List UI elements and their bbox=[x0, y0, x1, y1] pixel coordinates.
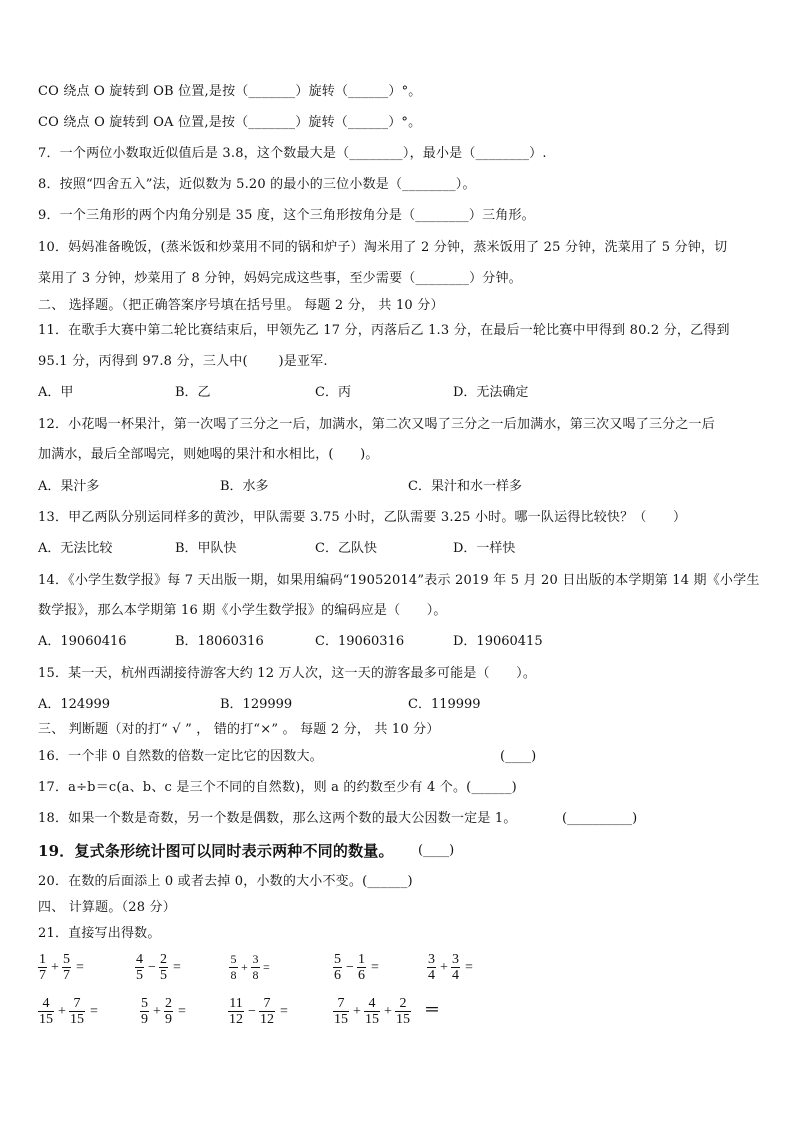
option-d: D．一样快 bbox=[453, 541, 516, 556]
option-d: D．19060415 bbox=[453, 634, 543, 649]
question-8: 8．按照“四舍五入”法，近似数为 5.20 的最小的三位小数是（________）。 bbox=[38, 177, 476, 192]
question-7: 7．一个两位小数取近似值后是 3.8，这个数最大是（________），最小是（________）. bbox=[38, 146, 547, 161]
question-11-line-2: 95.1 分，丙得到 97.8 分，三人中( )是亚军. bbox=[38, 354, 328, 369]
option-c: C．乙队快 bbox=[315, 541, 377, 556]
option-b: B．18060316 bbox=[175, 634, 264, 649]
option-d: D．无法确定 bbox=[453, 385, 529, 400]
option-a: A．果汁多 bbox=[38, 479, 100, 494]
option-a: A．19060416 bbox=[38, 634, 127, 649]
question-14-line-1: 14．《小学生数学报》每 7 天出版一期，如果用编码“19052014”表示 2019 年 5 月 20 日出版的本学期第 14 期《小学生 bbox=[38, 573, 760, 588]
question-14-line-2: 数学报》，那么本学期第 16 期《小学生数学报》的编码应是（ ）。 bbox=[38, 603, 447, 618]
question-9: 9．一个三角形的两个内角分别是 35 度，这个三角形按角分是（________）三角形。 bbox=[38, 208, 535, 223]
option-b: B．水多 bbox=[220, 479, 269, 494]
question-line: CO 绕点 O 旋转到 OA 位置,是按（_______）旋转（______）°。 bbox=[38, 115, 422, 130]
question-12-line-1: 12．小花喝一杯果汁，第一次喝了三分之一后，加满水，第二次又喝了三分之一后加满水，第三次又喝了三分之一后 bbox=[38, 417, 715, 432]
question-12-line-2: 加满水，最后全部喝完，则她喝的果汁和水相比，( )。 bbox=[38, 447, 379, 462]
section-3-heading: 三、 判断题（对的打“ √ ” ， 错的打“×” 。 每题 2 分， 共 10 分） bbox=[38, 722, 440, 737]
option-b: B．129999 bbox=[220, 697, 293, 712]
option-c: C．119999 bbox=[408, 697, 481, 712]
question-10-line-1: 10．妈妈准备晚饭，(蒸米饭和炒菜用不同的锅和炉子）淘米用了 2 分钟，蒸米饭用了 25 分钟，洗菜用了 5 分钟，切 bbox=[38, 240, 728, 255]
answer-bracket: (__________) bbox=[562, 811, 638, 826]
question-18: 18．如果一个数是奇数，另一个数是偶数，那么这两个数的最大公因数一定是 1。 bbox=[38, 811, 517, 826]
option-a: A．124999 bbox=[38, 697, 111, 712]
question-10-line-2: 菜用了 3 分钟，炒菜用了 8 分钟，妈妈完成这些事，至少需要（________）分钟。 bbox=[38, 271, 522, 286]
question-13: 13．甲乙两队分别运同样多的黄沙，甲队需要 3.75 小时，乙队需要 3.25 小时。哪一队运得比较快？（ ） bbox=[38, 510, 687, 525]
option-c: C．果汁和水一样多 bbox=[408, 479, 522, 494]
option-c: C．19060316 bbox=[315, 634, 405, 649]
question-21: 21．直接写出得数。 bbox=[38, 926, 161, 941]
question-20: 20．在数的后面添上 0 或者去掉 0，小数的大小不变。(______) bbox=[38, 874, 413, 889]
question-11-line-1: 11．在歌手大赛中第二轮比赛结束后，甲领先乙 17 分，丙落后乙 1.3 分，在最后一轮比赛中甲得到 80.2 分，乙得到 bbox=[38, 323, 730, 338]
question-line: CO 绕点 O 旋转到 OB 位置,是按（_______）旋转（______）°。 bbox=[38, 84, 422, 99]
section-2-heading: 二、 选择题。（把正确答案序号填在括号里。 每题 2 分， 共 10 分） bbox=[38, 298, 444, 313]
section-4-heading: 四、 计算题。（28 分） bbox=[38, 900, 176, 915]
option-c: C．丙 bbox=[315, 385, 351, 400]
worksheet-page: CO 绕点 O 旋转到 OB 位置,是按（_______）旋转（______）°。 CO 绕点 O 旋转到 OA 位置,是按（_______）旋转（______）°。 7．一个两位小数取近似值后是 3.8，这个数最大是（________），最小是（________）. 8．按照“四舍五入”法，近似数为 5.20 的最小的三位小数是（________）。 9．一个三角形的两个内角分别是 35 度，这个三角形按角分是（________）三角形。 10．妈妈准备晚饭，(蒸米饭和炒菜用不同的锅和炉子）淘米用了 2 分钟，蒸米饭用了 25 分钟，洗菜用了 5 分钟，切 菜用了 3 分钟，炒菜用了 8 分钟，妈妈完成这些事，至少需要（________）分钟。 二、 选择题。（把正确答案序号填在括号里。 每题 2 分， 共 10 分） 11．在歌手大赛中第二轮比赛结束后，甲领先乙 17 分，丙落后乙 1.3 分，在最后一轮比赛中甲得到 80.2 分，乙得到 95.1 分，丙得到 97.8 分，三人中( )是亚军. A．甲 B．乙 C．丙 D．无法确定 12．小花喝一杯果汁，第一次喝了三分之一后，加满水，第二次又喝了三分之一后加满水，第三次又喝了三分之一后 加满水，最后全部喝完，则她喝的果汁和水相比，( )。 A．果汁多 B．水多 C．果汁和水一样多 13．甲乙两队分别运同样多的黄沙，甲队需要 3.75 小时，乙队需要 3.25 小时。哪一队运得比较快？（ ） A．无法比较 B．甲队快 C．乙队快 D．一样快 14．《小学生数学报》每 7 天出版一期，如果用编码“19052014”表示 2019 年 5 月 20 日出版的本学期第 14 期《小学生 数学报》，那么本学期第 16 期《小学生数学报》的编码应是（ ）。 A．19060416 B．18060316 C．19060316 D．19060415 15．某一天，杭州西湖接待游客大约 12 万人次，这一天的游客最多可能是（ ）。 A．124999 B．129999 C．119999 三、 判断题（对的打“ √ ” ， 错的打“×” 。 每题 2 分， 共 10 分） 16．一个非 0 自然数的倍数一定比它的因数大。 (____) 17．a÷b＝c(a、b、c 是三个不同的自然数)，则 a 的约数至少有 4 个。(______) 18．如果一个数是奇数，另一个数是偶数，那么这两个数的最大公因数一定是 1。 (__________) 19．复式条形统计图可以同时表示两种不同的数量。 (____) 20．在数的后面添上 0 或者去掉 0，小数的大小不变。(______) 四、 计算题。（28 分） 21．直接写出得数。 1 7 + 5 7 = 4 5 − 2 5 = 5 8 + 3 8 = 5 6 − 1 6 = 3 4 + 3 4 = 4 15 + 7 15 = 5 9 + 2 9 = 11 12 − 7 12 = 7 15 + 4 15 + 2 15 ＝ bbox=[38, 84, 760, 1027]
option-b: B．乙 bbox=[175, 385, 211, 400]
option-b: B．甲队快 bbox=[175, 541, 237, 556]
option-a: A．无法比较 bbox=[38, 541, 113, 556]
question-16: 16．一个非 0 自然数的倍数一定比它的因数大。 bbox=[38, 749, 323, 764]
answer-bracket: (____) bbox=[500, 749, 537, 764]
answer-bracket: (____) bbox=[418, 843, 455, 858]
question-15: 15．某一天，杭州西湖接待游客大约 12 万人次，这一天的游客最多可能是（ ）。 bbox=[38, 666, 537, 681]
option-a: A．甲 bbox=[38, 385, 74, 400]
question-19: 19．复式条形统计图可以同时表示两种不同的数量。 bbox=[38, 842, 394, 860]
question-17: 17．a÷b＝c(a、b、c 是三个不同的自然数)，则 a 的约数至少有 4 个。(______) bbox=[38, 780, 517, 795]
